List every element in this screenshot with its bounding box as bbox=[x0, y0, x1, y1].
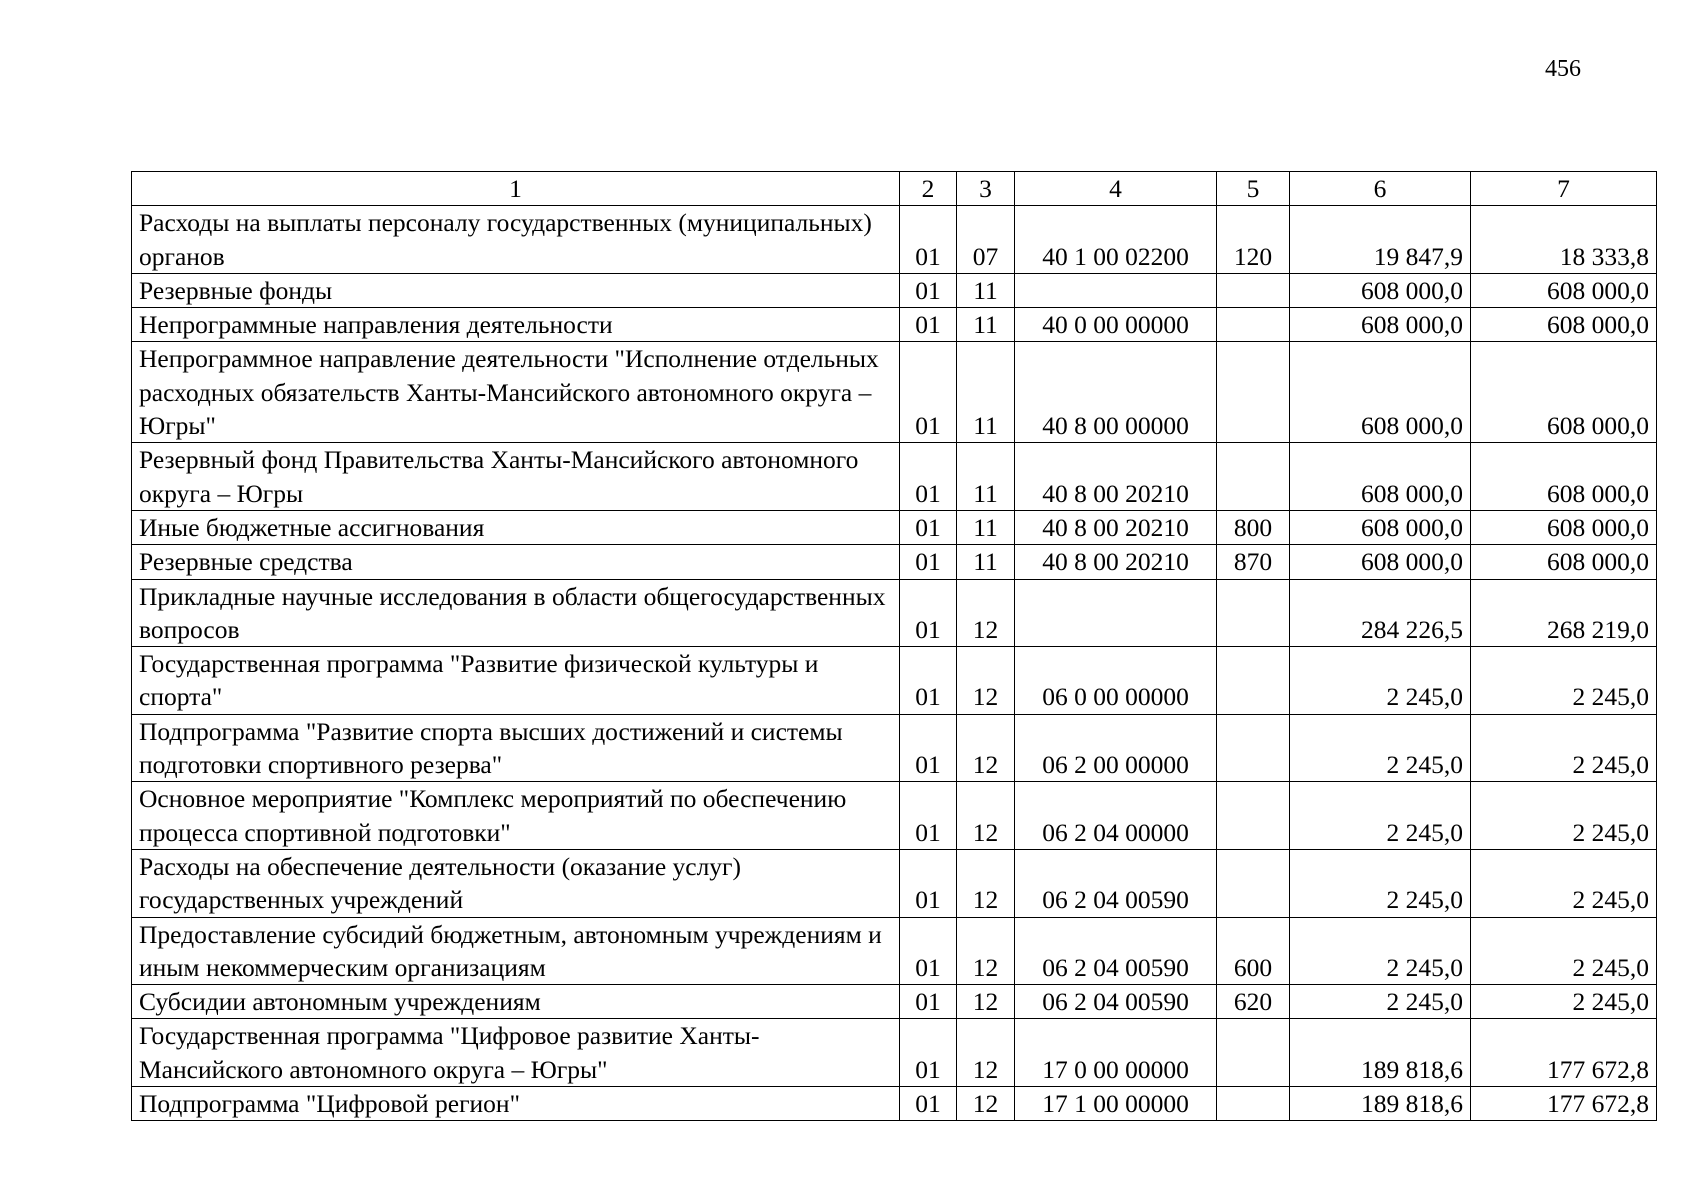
cell-amount-2: 2 245,0 bbox=[1471, 849, 1657, 917]
cell-target-article: 40 0 00 00000 bbox=[1015, 308, 1217, 342]
cell-section: 01 bbox=[900, 917, 957, 985]
cell-expense-type bbox=[1217, 647, 1290, 715]
cell-expense-type bbox=[1217, 273, 1290, 307]
column-header: 4 bbox=[1015, 172, 1217, 206]
cell-name: Непрограммное направление деятельности "Исполнение отдельных расходных обязательств Ханты-Мансийского автономного округа – Югры" bbox=[132, 342, 900, 443]
cell-expense-type: 800 bbox=[1217, 510, 1290, 544]
cell-section: 01 bbox=[900, 342, 957, 443]
column-header: 2 bbox=[900, 172, 957, 206]
cell-expense-type: 120 bbox=[1217, 206, 1290, 274]
cell-name: Субсидии автономным учреждениям bbox=[132, 985, 900, 1019]
cell-amount-2: 2 245,0 bbox=[1471, 985, 1657, 1019]
column-header: 5 bbox=[1217, 172, 1290, 206]
cell-target-article: 40 8 00 00000 bbox=[1015, 342, 1217, 443]
cell-subsection: 12 bbox=[957, 714, 1015, 782]
header-row bbox=[132, 172, 1657, 206]
cell-target-article: 06 2 04 00590 bbox=[1015, 917, 1217, 985]
cell-amount-2: 18 333,8 bbox=[1471, 206, 1657, 274]
cell-amount-1: 2 245,0 bbox=[1290, 714, 1471, 782]
cell-amount-1: 2 245,0 bbox=[1290, 917, 1471, 985]
table-row bbox=[132, 443, 1657, 511]
cell-subsection: 07 bbox=[957, 206, 1015, 274]
cell-section: 01 bbox=[900, 579, 957, 647]
column-header: 6 bbox=[1290, 172, 1471, 206]
table-row bbox=[132, 273, 1657, 307]
cell-expense-type: 600 bbox=[1217, 917, 1290, 985]
cell-expense-type: 870 bbox=[1217, 545, 1290, 579]
cell-amount-2: 608 000,0 bbox=[1471, 545, 1657, 579]
cell-name: Резервные фонды bbox=[132, 273, 900, 307]
table-row bbox=[132, 545, 1657, 579]
cell-expense-type bbox=[1217, 443, 1290, 511]
table-row bbox=[132, 308, 1657, 342]
budget-table bbox=[131, 171, 1657, 1121]
cell-subsection: 12 bbox=[957, 917, 1015, 985]
table-row bbox=[132, 1019, 1657, 1087]
cell-expense-type bbox=[1217, 1019, 1290, 1087]
cell-subsection: 11 bbox=[957, 342, 1015, 443]
cell-section: 01 bbox=[900, 273, 957, 307]
cell-target-article bbox=[1015, 273, 1217, 307]
cell-expense-type bbox=[1217, 342, 1290, 443]
cell-expense-type bbox=[1217, 849, 1290, 917]
cell-amount-1: 608 000,0 bbox=[1290, 443, 1471, 511]
cell-amount-1: 2 245,0 bbox=[1290, 782, 1471, 850]
table-row bbox=[132, 206, 1657, 274]
cell-expense-type bbox=[1217, 308, 1290, 342]
cell-section: 01 bbox=[900, 510, 957, 544]
cell-section: 01 bbox=[900, 308, 957, 342]
cell-name: Подпрограмма "Цифровой регион" bbox=[132, 1087, 900, 1121]
cell-subsection: 11 bbox=[957, 273, 1015, 307]
cell-target-article: 17 1 00 00000 bbox=[1015, 1087, 1217, 1121]
cell-target-article: 06 2 04 00590 bbox=[1015, 985, 1217, 1019]
cell-name: Расходы на обеспечение деятельности (оказание услуг) государственных учреждений bbox=[132, 849, 900, 917]
cell-amount-1: 608 000,0 bbox=[1290, 545, 1471, 579]
cell-expense-type bbox=[1217, 1087, 1290, 1121]
cell-target-article: 40 8 00 20210 bbox=[1015, 545, 1217, 579]
cell-section: 01 bbox=[900, 1019, 957, 1087]
cell-name: Основное мероприятие "Комплекс мероприятий по обеспечению процесса спортивной подготовки" bbox=[132, 782, 900, 850]
cell-amount-1: 19 847,9 bbox=[1290, 206, 1471, 274]
cell-amount-1: 284 226,5 bbox=[1290, 579, 1471, 647]
cell-section: 01 bbox=[900, 849, 957, 917]
cell-amount-1: 2 245,0 bbox=[1290, 985, 1471, 1019]
cell-amount-1: 189 818,6 bbox=[1290, 1019, 1471, 1087]
cell-expense-type: 620 bbox=[1217, 985, 1290, 1019]
table-row bbox=[132, 510, 1657, 544]
cell-amount-1: 608 000,0 bbox=[1290, 510, 1471, 544]
cell-amount-2: 177 672,8 bbox=[1471, 1019, 1657, 1087]
cell-section: 01 bbox=[900, 545, 957, 579]
cell-subsection: 12 bbox=[957, 647, 1015, 715]
table-row bbox=[132, 1087, 1657, 1121]
cell-subsection: 12 bbox=[957, 1087, 1015, 1121]
cell-name: Прикладные научные исследования в области общегосударственных вопросов bbox=[132, 579, 900, 647]
cell-section: 01 bbox=[900, 206, 957, 274]
cell-section: 01 bbox=[900, 714, 957, 782]
cell-name: Предоставление субсидий бюджетным, автономным учреждениям и иным некоммерческим организациям bbox=[132, 917, 900, 985]
cell-expense-type bbox=[1217, 714, 1290, 782]
table-row bbox=[132, 579, 1657, 647]
cell-amount-1: 189 818,6 bbox=[1290, 1087, 1471, 1121]
cell-name: Расходы на выплаты персоналу государственных (муниципальных) органов bbox=[132, 206, 900, 274]
cell-section: 01 bbox=[900, 443, 957, 511]
cell-amount-2: 2 245,0 bbox=[1471, 647, 1657, 715]
cell-target-article: 40 8 00 20210 bbox=[1015, 443, 1217, 511]
cell-amount-2: 608 000,0 bbox=[1471, 510, 1657, 544]
cell-amount-2: 268 219,0 bbox=[1471, 579, 1657, 647]
cell-target-article: 40 8 00 20210 bbox=[1015, 510, 1217, 544]
column-header: 3 bbox=[957, 172, 1015, 206]
cell-amount-1: 608 000,0 bbox=[1290, 342, 1471, 443]
cell-amount-1: 608 000,0 bbox=[1290, 273, 1471, 307]
cell-subsection: 11 bbox=[957, 545, 1015, 579]
cell-amount-2: 608 000,0 bbox=[1471, 308, 1657, 342]
cell-name: Резервные средства bbox=[132, 545, 900, 579]
cell-target-article: 06 2 00 00000 bbox=[1015, 714, 1217, 782]
table-row bbox=[132, 917, 1657, 985]
cell-name: Резервный фонд Правительства Ханты-Мансийского автономного округа – Югры bbox=[132, 443, 900, 511]
cell-name: Государственная программа "Развитие физической культуры и спорта" bbox=[132, 647, 900, 715]
cell-subsection: 12 bbox=[957, 1019, 1015, 1087]
cell-amount-2: 2 245,0 bbox=[1471, 782, 1657, 850]
cell-name: Непрограммные направления деятельности bbox=[132, 308, 900, 342]
cell-subsection: 12 bbox=[957, 782, 1015, 850]
cell-name: Государственная программа "Цифровое развитие Ханты-Мансийского автономного округа – Югры" bbox=[132, 1019, 900, 1087]
cell-subsection: 12 bbox=[957, 579, 1015, 647]
cell-amount-2: 608 000,0 bbox=[1471, 443, 1657, 511]
cell-amount-1: 2 245,0 bbox=[1290, 647, 1471, 715]
column-header: 1 bbox=[132, 172, 900, 206]
cell-amount-1: 608 000,0 bbox=[1290, 308, 1471, 342]
column-header: 7 bbox=[1471, 172, 1657, 206]
cell-target-article: 06 2 04 00000 bbox=[1015, 782, 1217, 850]
cell-target-article: 17 0 00 00000 bbox=[1015, 1019, 1217, 1087]
table-row bbox=[132, 342, 1657, 443]
cell-subsection: 11 bbox=[957, 443, 1015, 511]
cell-section: 01 bbox=[900, 985, 957, 1019]
table-row bbox=[132, 647, 1657, 715]
cell-amount-2: 2 245,0 bbox=[1471, 917, 1657, 985]
table-row bbox=[132, 985, 1657, 1019]
cell-amount-2: 608 000,0 bbox=[1471, 342, 1657, 443]
cell-name: Иные бюджетные ассигнования bbox=[132, 510, 900, 544]
cell-target-article: 06 2 04 00590 bbox=[1015, 849, 1217, 917]
table-row bbox=[132, 714, 1657, 782]
cell-expense-type bbox=[1217, 782, 1290, 850]
cell-section: 01 bbox=[900, 647, 957, 715]
cell-target-article: 06 0 00 00000 bbox=[1015, 647, 1217, 715]
cell-section: 01 bbox=[900, 782, 957, 850]
cell-section: 01 bbox=[900, 1087, 957, 1121]
cell-amount-1: 2 245,0 bbox=[1290, 849, 1471, 917]
cell-subsection: 12 bbox=[957, 985, 1015, 1019]
cell-name: Подпрограмма "Развитие спорта высших достижений и системы подготовки спортивного резерва" bbox=[132, 714, 900, 782]
cell-target-article: 40 1 00 02200 bbox=[1015, 206, 1217, 274]
cell-subsection: 12 bbox=[957, 849, 1015, 917]
cell-amount-2: 2 245,0 bbox=[1471, 714, 1657, 782]
cell-subsection: 11 bbox=[957, 308, 1015, 342]
cell-subsection: 11 bbox=[957, 510, 1015, 544]
cell-amount-2: 177 672,8 bbox=[1471, 1087, 1657, 1121]
cell-target-article bbox=[1015, 579, 1217, 647]
table-row bbox=[132, 849, 1657, 917]
cell-expense-type bbox=[1217, 579, 1290, 647]
cell-amount-2: 608 000,0 bbox=[1471, 273, 1657, 307]
page-number: 456 bbox=[1545, 56, 1581, 82]
table-row bbox=[132, 782, 1657, 850]
